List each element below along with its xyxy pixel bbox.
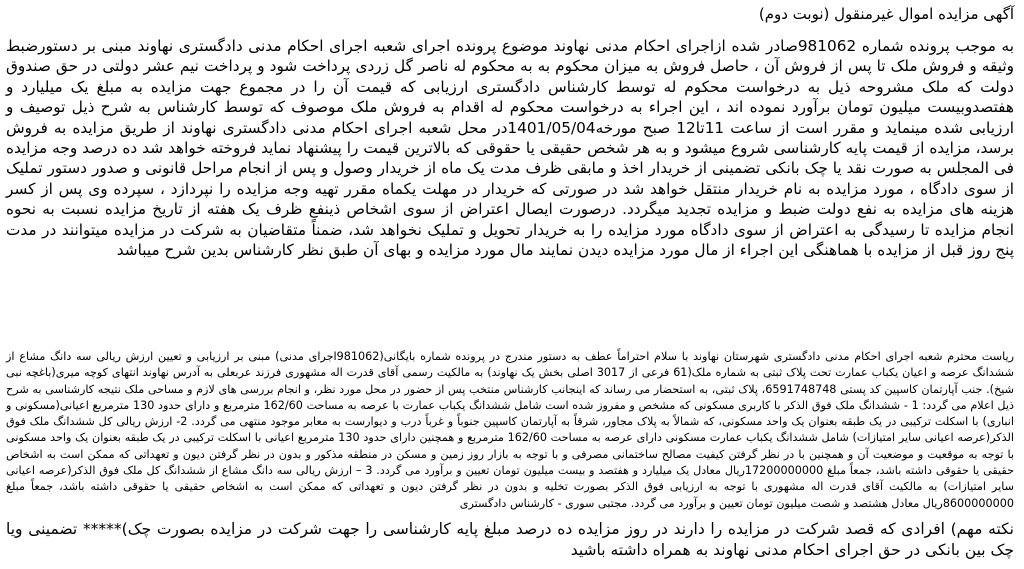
note-text: افرادی که قصد شرکت در مزایده را دارند در روز مزایده ده درصد مبلغ پایه کارشناسی را جهت شرکت در مزایده بصورت چک)***** تضمینی ویا چک بین بانکی در حق اجرای احکام مدنی نهاوند به همراه داشته باشید (6, 520, 1014, 559)
notice-title: آگهی مزایده اموال غیرمنقول (نوبت دوم) (758, 5, 1014, 23)
notice-main-text: به موجب پرونده شماره 981062صادر شده ازاجرای احکام مدنی نهاوند موضوع پرونده اجرای شعبه اجرای احکام مدنی دادگستری نهاوند مبنی بر دستورضبط وثیقه و فروش ملک تا پس از فروش آن ، حاصل فروش به میزان محکوم به به محکوم له ناصر گل زردی پرداخت شود و پرداخت نیم عشر دولتی در حق صندوق دولت که ملک مشروحه ذیل به درخواست محکوم له توسط کارشناس دادگستری ارزیابی که قیمت آن را در مجموع جهت مزایده به مبلغ یک میلیارد و هفتصدوبیست میلیون تومان برآورد نموده اند ، این اجراء به درخواست محکوم له اقدام به فروش ملک موصوف که توسط کارشناس به شرح ذیل توصیف و ارزیابی شده مینماید و مقرر است از ساعت 11تا12 صبح مورخه1401/05/04در محل شعبه اجرای احکام مدنی دادگستری نهاوند از طریق مزایده به فروش برسد، مزایده از قیمت پایه کارشناسی شروع میشود و به هر شخص حقیقی یا حقوقی که بالاترین قیمت را پیشنهاد نماید فروخته خواهد شد ده درصد وجه مزایده فی المجلس به صورت نقد یا چک بانکی تضمینی از خریدار اخذ و مابقی ظرف مدت یک ماه از خریدار وصول و پس از انجام مراحل قانونی و صدور دستور تملیک از سوی دادگاه ، مورد مزایده به نام خریدار منتقل خواهد شد در صورتی که خریدار در مهلت یکماه مقرر تهیه وجه مزایده را نپردازد ، سپرده وی پس از کسر هزینه های مزایده به نفع دولت ضبط و مزایده تجدید میگردد. درصورت ایصال اعتراض از سوی اشخاص ذینفع ظرف یک هفته از تاریخ مزایده نسبت به نحوه انجام مزایده تا رسیدگی به اعتراض از سوی دادگاه مورد مزایده را به خریدار تحویل و تملیک نخواهد شد، ضمناً متقاضیان به شرکت در مزایده میتوانند در مدت پنج روز قبل از مزایده با هماهنگی این اجراء از مال مورد مزایده دیدن نمایند مال مورد مزایده و بهای آن طبق نظر کارشناس بدین شرح میباشد (6, 37, 1015, 260)
note-lead: نکته مهم) (950, 520, 1014, 538)
expert-report-text: ریاست محترم شعبه اجرای احکام مدنی دادگستری شهرستان نهاوند با سلام احتراماً عطف به دستور مندرج در پرونده شماره بایگانی(981062اجرای مدنی) مبنی بر ارزیابی و تعیین ارزش ریالی سه دانگ مشاع از ششدانگ عرصه و اعیان یکباب عمارت تحت پلاک ثبتی به شماره ملک(61 فرعی از 3017 اصلی بخش یک نهاوند) به مالکیت رسمی آقای قدرت اله مشهوری فرزند عربعلی به آدرس نهاوند انتهای کوچه میری(باغچه نبی شیخ). جنب آپارتمان کاسپین کد پستی 6591748748، پلاک ثبتی، به استحضار می رساند که اینجانب کارشناس منتخب پس از حضور در محل مورد نظر، و انجام بررسی های لازم و مساحی ملک نتیجه کارشناسی به شرح ذیل اعلام می گردد: 1 - ششدانگ ملک فوق الذکر با کاربری مسکونی که مشخص و مفروز شده است شامل ششدانگ یکباب عمارت با عرصه به مساحت 162/60 مترمربع و دارای حدود 130 مترمربع اعیانی(مسکونی و انباری) با اسکلت ترکیبی در یک طبقه بعنوان یک واحد مسکونی، که شمالاً به پلاک مجاور، شرقاً به آپارتمان کاسپین جنوباً و غرباً درب و دیوارست به معابر موجود منتهی می گردد. 2- ارزش ریالی کل ششدانگ ملک فوق الذکر(عرصه اعیانی سایر امتیازات) شامل ششدانگ یکباب عمارت مسکونی دارای عرصه به مساحت 162/60 مترمربع و همچنین دارای حدود 130 مترمربع اعیانی با اسکلت ترکیبی در یک طبقه بعنوان یک واحد مسکونی با توجه به موقعیت و موضعیت آن و همچنین با در نظر گرفتن کیفیت مصالح ساختمانی مصرفی و با توجه به بازار روز زمین و مسکن در منطقه مذکور و بدون در نظر گرفتن دیون و تعهداتی که ممکن است به اشخاص حقیقی یا حقوقی داشته باشد، جمعاً مبلغ 17200000000ریال معادل یک میلیارد و هفتصد و بیست میلیون تومان تعیین و برآورد می گردد. 3 – ارزش ریالی سه دانگ مشاع از ششدانگ کل ملک فوق الذکر(عرصه اعیانی سایر امتیازات) به مالکیت آقای قدرت اله مشهوری با توجه به ارزیابی فوق الذکر بصورت تخلیه و بدون در نظر گرفتن دیون و تعهداتی که ممکن است به اشخاص حقیقی یا حقوقی داشته باشد، جمعاً مبلغ 8600000000ریال معادل هشتصد و شصت میلیون تومان تعیین و برآورد می گردد. مجتبی سوری - کارشناس دادگستری (6, 350, 1015, 510)
important-note (6, 519, 1014, 561)
